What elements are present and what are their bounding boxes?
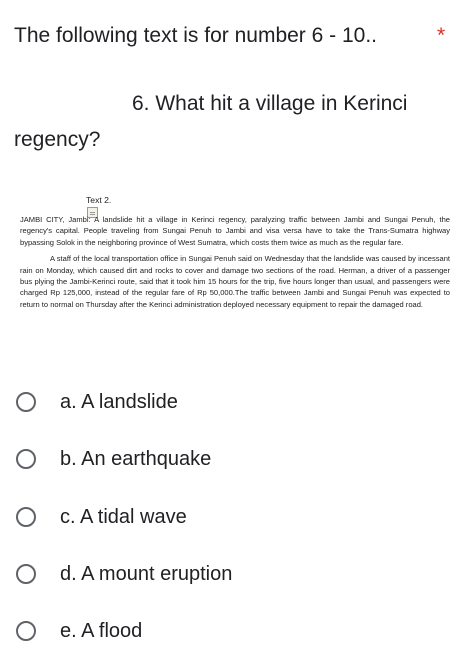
document-paragraph-1: JAMBI CITY, Jambi: A landslide hit a village in Kerinci regency, paralyzing traffic between Jambi and Sungai Penuh, the regency's capital. People traveling from Sungai Penuh to Jambi and visa versa have to take the Trans-Sumatra highway bypassing Solok in the neighboring province of West Sumatra, which costs them twice as much as the regular fare. (20, 215, 450, 247)
radio-button-b[interactable] (16, 449, 36, 469)
radio-button-a[interactable] (16, 392, 36, 412)
question-title-line2: regency? (14, 128, 101, 151)
document-paragraph-2: A staff of the local transportation office in Sungai Penuh said on Wednesday that the landslide was caused by incessant rain on Monday, which caused dirt and rocks to cover and damage two sections of the road. Herman, a driver of a passenger bus plying the Jambi-Kerinci route, said that it took him 15 hours for the trip, five hours longer than usual, and passengers were charged Rp 125,000, instead of the regular fare of Rp 50,000.The traffic between Jambi and Sungai Penuh was expected to return to normal on Thursday after the Kerinci administration deployed necessary equipment to repair the damaged road. (20, 254, 450, 309)
option-e-label: e. A flood (60, 619, 143, 642)
question-title-line1: 6. What hit a village in Kerinci (132, 92, 408, 115)
document-label: Text 2. (86, 195, 112, 205)
section-header-text: The following text is for number 6 - 10.. (14, 24, 377, 47)
option-a[interactable] (12, 384, 442, 420)
required-asterisk: * (437, 24, 446, 47)
option-b-label: b. An earthquake (60, 447, 212, 470)
document-body (20, 214, 450, 310)
option-a-label: a. A landslide (60, 390, 178, 413)
option-c-label: c. A tidal wave (60, 505, 187, 528)
option-c[interactable] (12, 499, 442, 535)
radio-button-e[interactable] (16, 621, 36, 641)
option-d[interactable] (12, 556, 442, 592)
radio-button-d[interactable] (16, 564, 36, 584)
option-b[interactable] (12, 441, 442, 477)
reading-text-image (18, 190, 452, 370)
option-e[interactable] (12, 613, 442, 649)
option-d-label: d. A mount eruption (60, 562, 233, 585)
radio-button-c[interactable] (16, 507, 36, 527)
